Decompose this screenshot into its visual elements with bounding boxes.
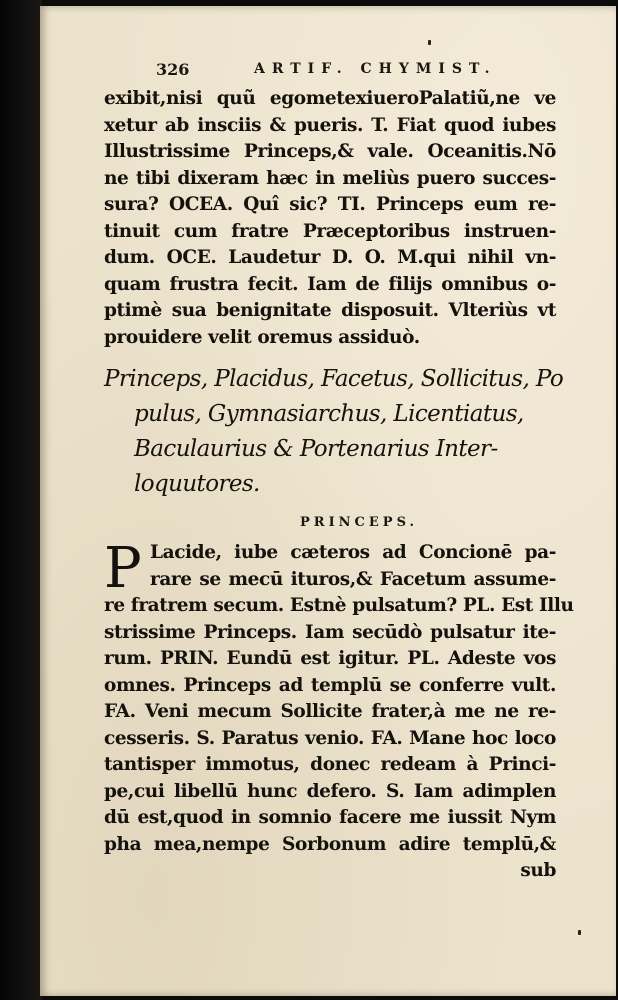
text-line: dum. OCE. Laudetur D. O. M.qui nihil vn- <box>104 247 556 268</box>
page-number: 326 <box>156 60 190 79</box>
text-line: strissime Princeps. Iam secūdò pulsatur ite- <box>104 621 556 643</box>
interlocutors-heading <box>104 362 564 502</box>
text-line: pe,cui libellū hunc defero. S. Iam adimplen <box>104 780 556 802</box>
text-line: ptimè sua benignitate disposuit. Vlteriùs vt <box>104 300 556 321</box>
paper-speck <box>578 930 581 935</box>
text-line: pha mea,nempe Sorbonum adire templū,& <box>104 833 556 855</box>
page-header <box>156 60 576 86</box>
paper-speck <box>428 40 431 45</box>
text-line: quam frustra fecit. Iam de filijs omnibus o- <box>104 273 556 295</box>
text-line: omnes. Princeps ad templū se conferre vult. <box>104 674 556 696</box>
drop-cap-initial: P <box>104 536 142 601</box>
text-line: Illustrissime Princeps,& vale. Oceanitis.Nō <box>104 141 556 162</box>
paragraph-dialogue-2 <box>104 536 574 885</box>
text-line: cesseris. S. Paratus venio. FA. Mane hoc loco <box>104 727 556 749</box>
text-line: prouidere velit oremus assiduò. <box>104 326 420 348</box>
text-line: rare se mecū ituros,& Facetum assume- <box>150 568 556 590</box>
text-line: FA. Veni mecum Sollicite frater,à me ne re- <box>104 701 556 722</box>
heading-line: pulus, Gymnasiarchus, Licentiatus, <box>134 401 524 427</box>
book-binding-shadow <box>0 0 42 1000</box>
text-line: tantisper immotus, donec redeam à Princi- <box>104 754 556 775</box>
text-line: xetur ab insciis & pueris. T. Fiat quod iubes <box>104 114 556 136</box>
text-line: sura? OCEA. Quî sic? TI. Princeps eum re- <box>104 194 556 215</box>
text-line: ne tibi dixeram hæc in meliùs puero succes- <box>104 167 556 189</box>
text-line: re fratrem secum. Estnè pulsatum? PL. Est Illu <box>104 595 574 616</box>
heading-line: Baculaurius & Portenarius Inter- <box>134 436 498 462</box>
heading-line: loquutores. <box>134 471 260 497</box>
text-line: exibit,nisi quũ egometexiueroPalatiũ,ne ve <box>104 88 556 109</box>
text-line: tinuit cum fratre Præceptoribus instruen- <box>104 220 556 242</box>
text-line: Lacide, iube cæteros ad Concionē pa- <box>150 542 556 563</box>
catchword: sub <box>520 860 556 881</box>
paragraph-dialogue-1 <box>104 86 556 351</box>
text-line: dū est,quod in somnio facere me iussit Nym <box>104 807 556 828</box>
speaker-heading: PRINCEPS. <box>300 515 419 530</box>
heading-line: Princeps, Placidus, Facetus, Sollicitus, Po <box>104 366 564 392</box>
running-title: ARTIF. CHYMIST. <box>254 61 497 77</box>
text-line: rum. PRIN. Eundū est igitur. PL. Adeste vos <box>104 648 556 669</box>
